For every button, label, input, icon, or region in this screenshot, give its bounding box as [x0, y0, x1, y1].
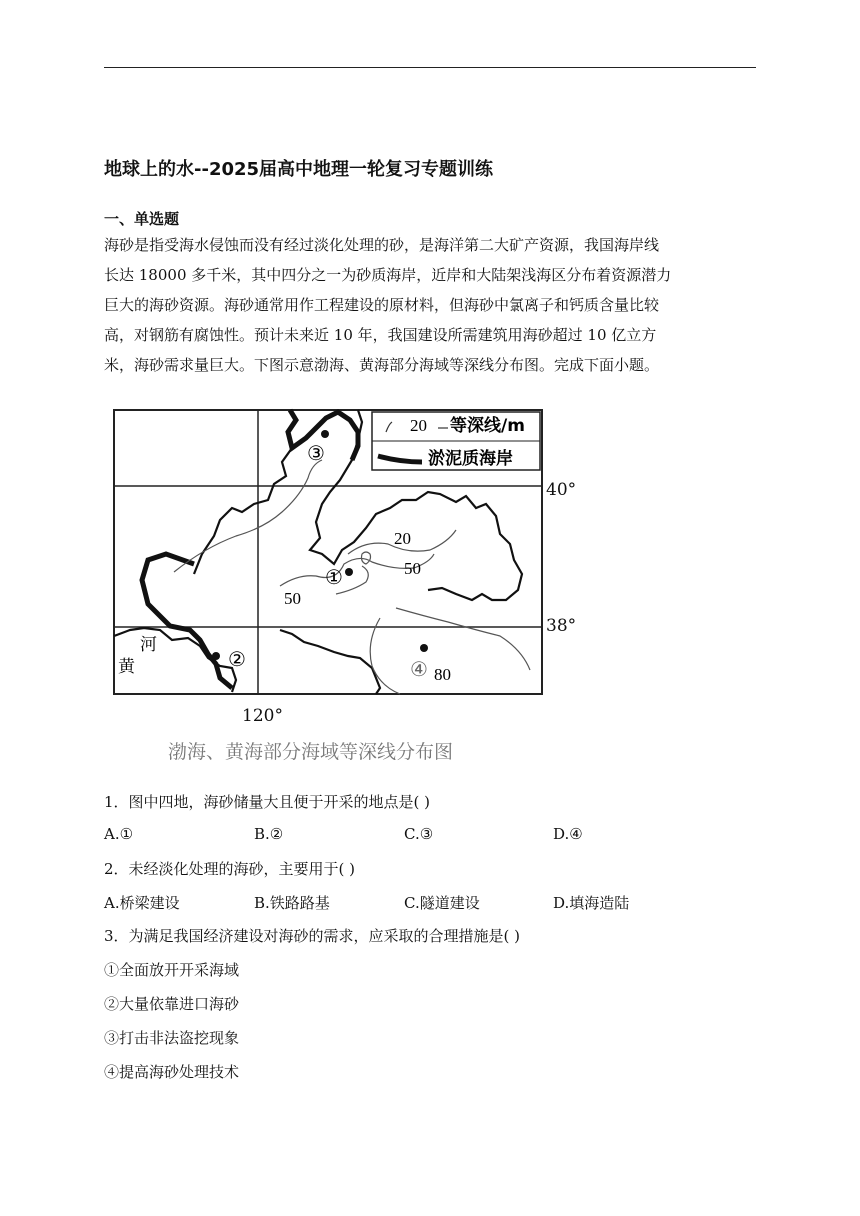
point-3-label: ③ [307, 441, 325, 465]
point-2-label: ② [228, 647, 246, 671]
question-2-options [104, 892, 756, 914]
muddy-coast-west [142, 554, 232, 688]
river-char-2: 黄 [118, 657, 135, 677]
point-4-dot [420, 644, 428, 652]
q3-item: ①全面放开开采海域 [104, 961, 240, 979]
isobath-20 [174, 460, 456, 572]
depth-label-20: 20 [394, 529, 411, 548]
q3-item: ②大量依靠进口海砂 [104, 995, 240, 1013]
q1-option-b[interactable]: B.② [254, 825, 284, 843]
isobath-map [104, 404, 588, 712]
point-3-dot [321, 430, 329, 438]
lat-label-38: 38° [546, 616, 577, 636]
depth-label-80: 80 [434, 665, 451, 684]
question-2: 2．未经淡化处理的海砂，主要用于( ) [104, 860, 356, 878]
depth-label-50-right: 50 [404, 559, 421, 578]
passage-line: 高，对钢筋有腐蚀性。预计未来近 10 年，我国建设所需建筑用海砂超过 10 亿立方 [104, 326, 657, 344]
page-title: 地球上的水--2025届高中地理一轮复习专题训练 [104, 159, 494, 180]
passage-line: 长达 18000 多千米，其中四分之一为砂质海岸，近岸和大陆架浅海区分布着资源潜力 [104, 266, 672, 284]
legend-coast-label: 淤泥质海岸 [428, 449, 513, 469]
question-3: 3．为满足我国经济建设对海砂的需求，应采取的合理措施是( ) [104, 927, 521, 945]
q2-option-b[interactable]: B.铁路路基 [254, 894, 330, 912]
point-1-label: ① [325, 565, 343, 589]
lat-label-40: 40° [546, 480, 577, 500]
q3-item: ④提高海砂处理技术 [104, 1063, 240, 1081]
q1-option-d[interactable]: D.④ [553, 825, 583, 843]
q1-option-a[interactable]: A.① [104, 825, 134, 843]
passage-line: 巨大的海砂资源。海砂通常用作工程建设的原材料，但海砂中氯离子和钙质含量比较 [104, 296, 660, 314]
passage-line: 海砂是指受海水侵蚀而没有经过淡化处理的砂，是海洋第二大矿产资源，我国海岸线 [104, 236, 660, 254]
legend-isobath-value: 20 [410, 416, 427, 435]
point-4-label: ④ [410, 657, 428, 681]
q1-option-c[interactable]: C.③ [404, 825, 434, 843]
lon-label-120: 120° [242, 706, 283, 726]
point-2-dot [212, 652, 220, 660]
passage-line: 米，海砂需求量巨大。下图示意渤海、黄海部分海域等深线分布图。完成下面小题。 [104, 356, 660, 374]
q2-option-c[interactable]: C.隧道建设 [404, 894, 480, 912]
question-1: 1．图中四地，海砂储量大且便于开采的地点是( ) [104, 793, 431, 811]
q3-item: ③打击非法盗挖现象 [104, 1029, 240, 1047]
q2-option-a[interactable]: A.桥梁建设 [104, 894, 180, 912]
q2-option-d[interactable]: D.填海造陆 [553, 894, 630, 912]
question-1-options [104, 825, 756, 847]
river-char-1: 河 [140, 635, 157, 655]
header-rule [104, 67, 756, 68]
legend-isobath-label: 等深线/m [450, 416, 525, 436]
point-1-dot [345, 568, 353, 576]
map-caption: 渤海、黄海部分海域等深线分布图 [168, 741, 454, 763]
passage [104, 230, 756, 380]
section-heading: 一、单选题 [104, 210, 180, 228]
depth-label-50-left: 50 [284, 589, 301, 608]
